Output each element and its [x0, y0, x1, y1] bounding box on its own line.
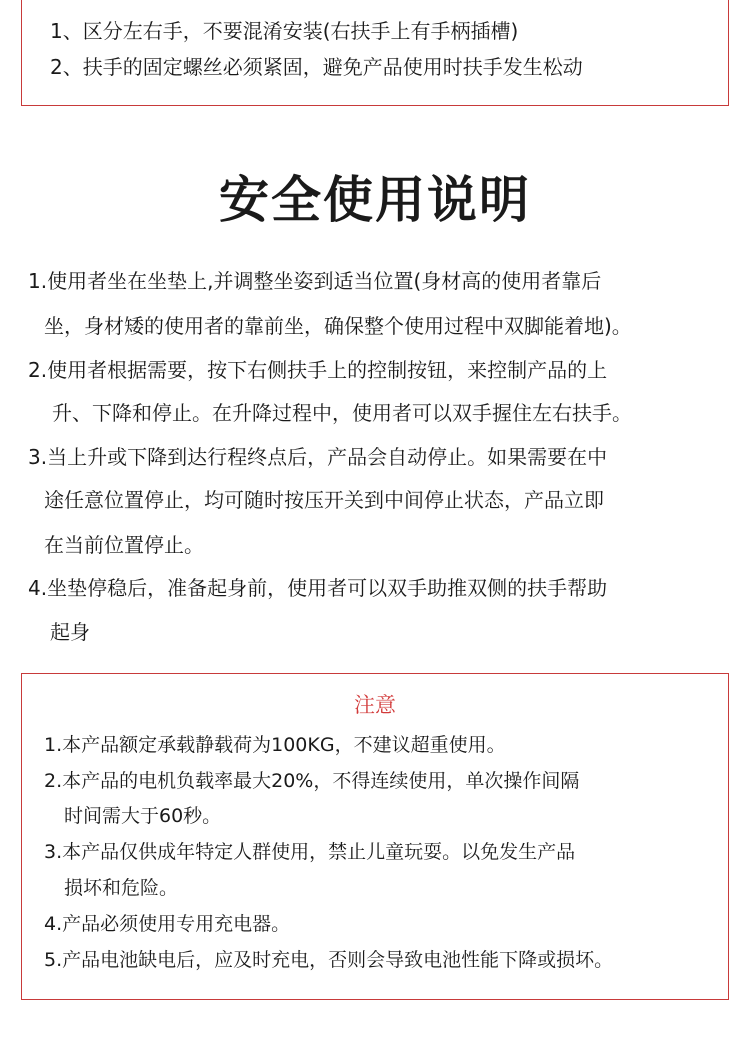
note-line-3: 时间需大于60秒。 — [64, 805, 222, 827]
note-line-2: 2.本产品的电机负载率最大20%，不得连续使用，单次操作间隔 — [44, 770, 580, 792]
note-line-6: 4.产品必须使用专用充电器。 — [44, 913, 291, 935]
safety-line-8: 4.坐垫停稳后，准备起身前，使用者可以双手助推双侧的扶手帮助 — [28, 576, 608, 600]
safety-line-9: 起身 — [50, 620, 90, 644]
note-line-7: 5.产品电池缺电后，应及时充电，否则会导致电池性能下降或损坏。 — [44, 949, 614, 971]
top-notice-box — [21, 0, 729, 106]
safety-line-3: 2.使用者根据需要，按下右侧扶手上的控制按钮，来控制产品的上 — [28, 358, 608, 382]
safety-line-6: 途任意位置停止，均可随时按压开关到中间停止状态，产品立即 — [44, 488, 604, 512]
safety-line-1: 1.使用者坐在坐垫上,并调整坐姿到适当位置(身材高的使用者靠后 — [28, 269, 602, 293]
safety-title: 安全使用说明 — [219, 171, 531, 229]
note-line-4: 3.本产品仅供成年特定人群使用，禁止儿童玩耍。以免发生产品 — [44, 841, 576, 863]
top-notice-line-2: 2、扶手的固定螺丝必须紧固，避免产品使用时扶手发生松动 — [50, 55, 583, 79]
notes-title: 注意 — [354, 693, 396, 717]
safety-line-5: 3.当上升或下降到达行程终点后，产品会自动停止。如果需要在中 — [28, 445, 608, 469]
note-line-1: 1.本产品额定承载静载荷为100KG，不建议超重使用。 — [44, 734, 506, 756]
note-line-5: 损坏和危险。 — [64, 877, 179, 899]
notes-box — [21, 673, 729, 1000]
top-notice-line-1: 1、区分左右手，不要混淆安装(右扶手上有手柄插槽) — [50, 19, 519, 43]
safety-line-7: 在当前位置停止。 — [44, 533, 204, 557]
safety-line-2: 坐，身材矮的使用者的靠前坐，确保整个使用过程中双脚能着地)。 — [44, 314, 632, 338]
safety-line-4: 升、下降和停止。在升降过程中，使用者可以双手握住左右扶手。 — [52, 401, 632, 425]
